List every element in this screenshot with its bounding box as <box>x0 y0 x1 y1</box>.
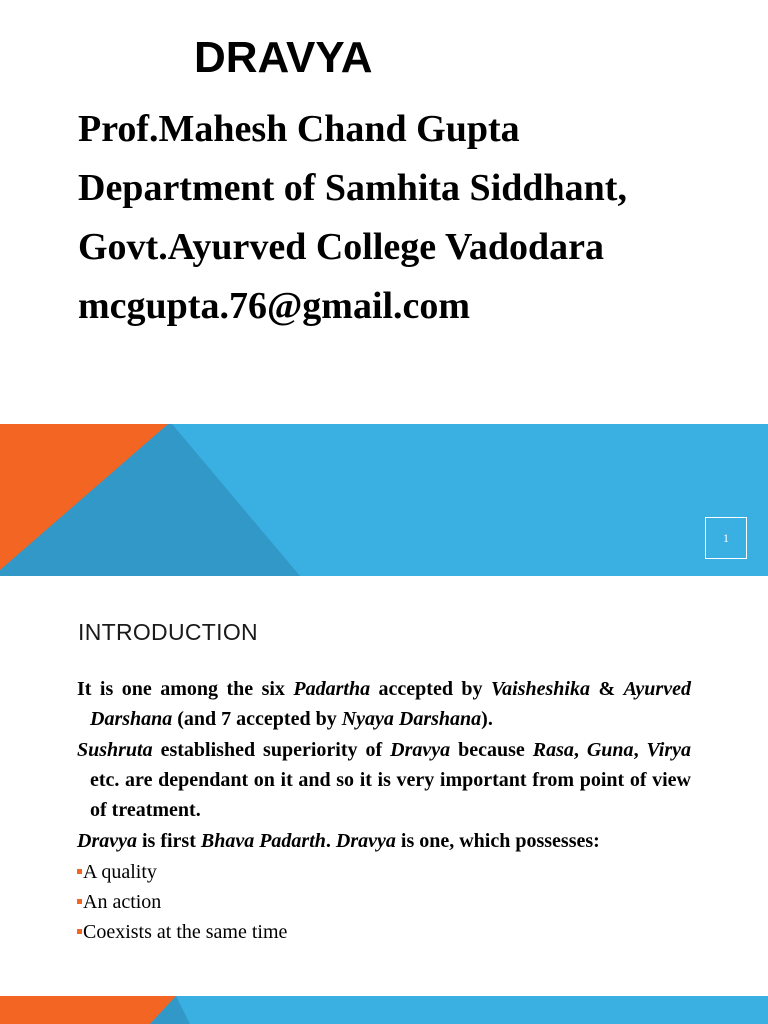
slide-number: 1 <box>705 517 747 559</box>
bullet-icon <box>77 899 82 904</box>
college: Govt.Ayurved College Vadodara <box>78 226 605 268</box>
bullet-icon <box>77 869 82 874</box>
slide-title: DRAVYA <box>194 33 373 82</box>
decorative-bottom-bar <box>0 996 768 1024</box>
paragraph-2: Sushruta established superiority of Dravya because Rasa, Guna, Virya etc. are dependant on it and so it is very important from point of view of treatment. <box>77 739 691 821</box>
introduction-slide <box>0 576 768 1024</box>
author-block <box>78 100 627 336</box>
bullet-icon <box>77 929 82 934</box>
list-item: A quality <box>77 857 691 887</box>
decorative-banner <box>0 424 768 576</box>
section-heading: INTRODUCTION <box>78 619 258 645</box>
department: Department of Samhita Siddhant, <box>78 167 627 209</box>
author-name: Prof.Mahesh Chand Gupta <box>78 108 520 150</box>
paragraph-3: Dravya is first Bhava Padarth. Dravya is one, which possesses: <box>77 830 600 852</box>
paragraph-1: It is one among the six Padartha accepted by Vaisheshika & Ayurved Darshana (and 7 accepted by Nyaya Darshana). <box>77 678 691 730</box>
list-item: Coexists at the same time <box>77 917 691 947</box>
body-text <box>77 674 691 947</box>
email: mcgupta.76@gmail.com <box>78 285 471 327</box>
list-item: An action <box>77 887 691 917</box>
